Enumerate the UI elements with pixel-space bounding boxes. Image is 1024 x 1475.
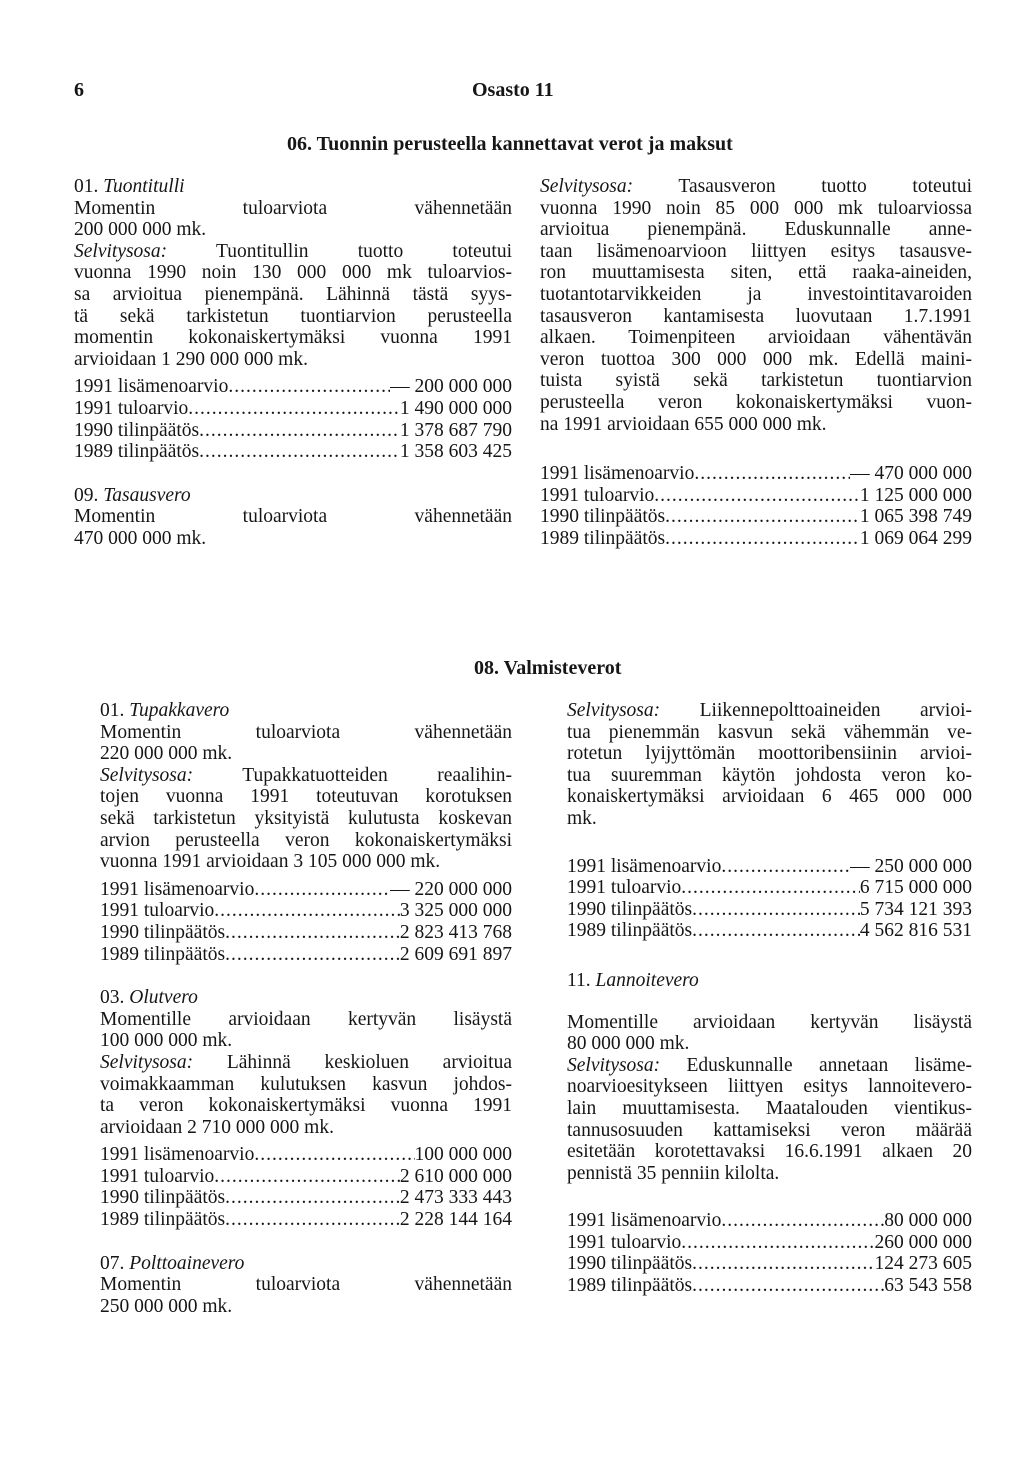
body-line: vuonna 1990 noin 85 000 000 mk tuloarviossa xyxy=(540,197,972,219)
item-heading-tasausvero: 09. Tasausvero xyxy=(74,484,191,506)
body-line: momentin kokonaiskertymäksi vuonna 1991 xyxy=(74,327,512,349)
table-row: 1990 tilinpäätös ..... 1 378 687 790 xyxy=(74,420,512,442)
body-line: konaiskertymäksi arvioidaan 6 465 000 000 xyxy=(567,786,972,808)
item-amount-tupakkavero: 220 000 000 mk. xyxy=(100,743,233,765)
table-row: 1989 tilinpäätös ..... 4 562 816 531 xyxy=(567,920,972,942)
section-08-left-column: 01. Tupakkavero Momentin tuloarviota vähennetään 220 000 000 mk. Selvitysosa: Tupakkatuotteiden reaalihin- tojen vuonna 1991 toteutuvan korotuksen sekä tarkistetun yksityistä kulutusta koskevan arvion perusteella veron kokonaiskertymäksi vuonna 1991 arvioidaan 3 105 000 000 mk. 1991 lisämenoarvio ..... — 220 000 000 1991 tuloarvio ..... 3 325 000 000 1990 tilinpäätös ..... 2 823 413 768 1989 tilinpäätös ..... 2 609 691 897 03. Olutvero Momentille arvioidaan kertyvän lisäystä 100 000 000 mk. Selvitysosa: Lähinnä keskioluen arvioitua voimakkaamman kulutuksen kasvun johdos- ta veron kokonaiskertymäksi vuonna 1991 arvioidaan 2 710 000 000 mk. 1991 lisämenoarvio ..... 100 000 000 1991 tuloarvio ..... 2 610 000 000 1990 tilinpäätös ..... 2 473 333 443 1989 tilinpäätös ..... 2 228 144 164 07. Polttoainevero Momentin tuloarviota vähennetään 250 000 000 mk. xyxy=(100,700,512,1317)
selvitysosa-label: Selvitysosa: xyxy=(567,1054,661,1076)
body-line: taan lisämenoarvioon liittyen esitys tasausve- xyxy=(540,240,972,262)
figure-table-olutvero xyxy=(100,1144,512,1230)
figure-table-polttoainevero xyxy=(567,856,972,942)
section-06-left-column: 01. Tuontitulli Momentin tuloarviota vähennetään 200 000 000 mk. Selvitysosa: Tuontitullin tuotto toteutui vuonna 1990 noin 130 000 000 mk tuloarvios- sa arvioitua pienempänä. Lähinnä tästä syys- tä sekä tarkistetun tuontiarvion perusteella momentin kokonaiskertymäksi vuonna 1991 arvioidaan 1 290 000 000 mk. 1991 lisämenoarvio ..... — 200 000 000 1991 tuloarvio ..... 1 490 000 000 1990 tilinpäätös ..... 1 378 687 790 1989 tilinpäätös ..... 1 358 603 425 09. Tasausvero Momentin tuloarviota vähennetään 470 000 000 mk. xyxy=(74,176,512,550)
body-line: pennistä 35 penniin kilolta. xyxy=(567,1162,780,1184)
table-row: 1991 tuloarvio ..... 1 125 000 000 xyxy=(540,485,972,507)
body-line: tuotantotarvikkeiden ja investointitavaroiden xyxy=(540,283,972,305)
table-row: 1991 tuloarvio ..... 1 490 000 000 xyxy=(74,398,512,420)
body-line: tua pienemmän kasvun sekä vähemmän ve- xyxy=(567,721,972,743)
body-line: tua suuremman käytön johdosta veron ko- xyxy=(567,764,972,786)
body-line: sa arvioitua pienempänä. Lähinnä tästä syys- xyxy=(74,283,512,305)
table-row: 1991 lisämenoarvio ..... 80 000 000 xyxy=(567,1210,972,1232)
body-line: mk. xyxy=(567,807,597,829)
page-header: Osasto 11 xyxy=(472,79,554,101)
item-line-tasausvero: Momentin tuloarviota vähennetään xyxy=(74,506,512,528)
item-amount-polttoainevero: 250 000 000 mk. xyxy=(100,1295,233,1317)
body-line: arvioidaan 2 710 000 000 mk. xyxy=(100,1116,334,1138)
body-line: sekä tarkistetun yksityistä kulutusta koskevan xyxy=(100,807,512,829)
table-row: 1991 tuloarvio ..... 2 610 000 000 xyxy=(100,1166,512,1188)
selvitysosa-label: Selvitysosa: xyxy=(100,1051,194,1073)
body-line: na 1991 arvioidaan 655 000 000 mk. xyxy=(540,413,827,435)
figure-table-tuontitulli xyxy=(74,376,512,462)
body-line: lain muuttamisesta. Maatalouden vientikus- xyxy=(567,1097,972,1119)
selvitysosa-label: Selvitysosa: xyxy=(567,700,661,721)
body-line: arvioidaan 1 290 000 000 mk. xyxy=(74,348,308,370)
table-row: 1990 tilinpäätös ..... 1 065 398 749 xyxy=(540,506,972,528)
item-amount-olutvero: 100 000 000 mk. xyxy=(100,1030,233,1052)
section-08-right-column: Selvitysosa: Liikennepolttoaineiden arvioi- tua pienemmän kasvun sekä vähemmän ve- rotetun lyijyttömän moottoribensiinin arvioi- tua suuremman käytön johdosta veron ko- konaiskertymäksi arvioidaan 6 465 000 000 mk. 1991 lisämenoarvio ..... — 250 000 000 1991 tuloarvio ..... 6 715 000 000 1990 tilinpäätös ..... 5 734 121 393 1989 tilinpäätös ..... 4 562 816 531 11. Lannoitevero Momentille arvioidaan kertyvän lisäystä 80 000 000 mk. Selvitysosa: Eduskunnalle annetaan lisäme- noarvioesitykseen liittyen esitys lannoitevero- lain muuttamisesta. Maatalouden vientikus- tannusosuuden kattamiseksi veron määrää esitetään korotettavaksi 16.6.1991 alkaen 20 pennistä 35 penniin kilolta. 1991 lisämenoarvio ..... 80 000 000 1991 tuloarvio ..... 260 000 000 1990 tilinpäätös ..... 124 273 605 1989 tilinpäätös ..... 63 543 558 xyxy=(567,700,972,1297)
item-amount-tuontitulli: 200 000 000 mk. xyxy=(74,219,207,241)
item-heading-olutvero: 03. Olutvero xyxy=(100,987,198,1009)
body-line: tojen vuonna 1991 toteutuvan korotuksen xyxy=(100,786,512,808)
section-06-right-column: Selvitysosa: Tasausveron tuotto toteutui vuonna 1990 noin 85 000 000 mk tuloarviossa arvioitua pienempänä. Eduskunnalle anne- taan lisämenoarvioon liittyen esitys tasausve- ron muuttamisesta siten, että raaka-aineiden, tuotantotarvikkeiden ja investointitavaroiden tasausveron kantamisesta luovutaan 1.7.1991 alkaen. Toimenpiteen arvioidaan vähentävän veron tuottoa 300 000 000 mk. Edellä maini- tuista syistä sekä tarkistetun tuontiarvion perusteella veron kokonaiskertymäksi vuon- na 1991 arvioidaan 655 000 000 mk. 1991 lisämenoarvio ..... — 470 000 000 1991 tuloarvio ..... 1 125 000 000 1990 tilinpäätös ..... 1 065 398 749 1989 tilinpäätös ..... 1 069 064 299 xyxy=(540,176,972,550)
table-row: 1989 tilinpäätös ..... 2 609 691 897 xyxy=(100,944,512,966)
body-line: tä sekä tarkistetun tuontiarvion perusteella xyxy=(74,305,512,327)
item-heading-tupakkavero: 01. Tupakkavero xyxy=(100,700,230,721)
table-row: 1989 tilinpäätös ..... 2 228 144 164 xyxy=(100,1209,512,1231)
item-line-polttoainevero: Momentin tuloarviota vähennetään xyxy=(100,1274,512,1296)
table-row: 1991 tuloarvio ..... 6 715 000 000 xyxy=(567,877,972,899)
body-line: voimakkaamman kulutuksen kasvun johdos- xyxy=(100,1073,512,1095)
body-line: noarvioesitykseen liittyen esitys lannoitevero- xyxy=(567,1076,972,1098)
body-line: arvion perusteella veron kokonaiskertymäksi xyxy=(100,829,512,851)
item-heading-lannoitevero: 11. Lannoitevero xyxy=(567,969,699,991)
item-amount-tasausvero: 470 000 000 mk. xyxy=(74,527,207,549)
table-row: 1990 tilinpäätös ..... 2 473 333 443 xyxy=(100,1187,512,1209)
table-row: 1991 tuloarvio ..... 3 325 000 000 xyxy=(100,900,512,922)
table-row: 1990 tilinpäätös ..... 2 823 413 768 xyxy=(100,922,512,944)
selvitysosa-label: Selvitysosa: xyxy=(540,176,634,197)
body-line: perusteella veron kokonaiskertymäksi vuon- xyxy=(540,391,972,413)
table-row: 1991 tuloarvio ..... 260 000 000 xyxy=(567,1232,972,1254)
body-line: tannusosuuden kattamiseksi veron määrää xyxy=(567,1119,972,1141)
figure-table-lannoitevero xyxy=(567,1210,972,1296)
item-line-tuontitulli: Momentin tuloarviota vähennetään xyxy=(74,197,512,219)
table-row: 1989 tilinpäätös ..... 63 543 558 xyxy=(567,1275,972,1297)
body-line: vuonna 1991 arvioidaan 3 105 000 000 mk. xyxy=(100,851,441,873)
table-row: 1991 lisämenoarvio ..... — 250 000 000 xyxy=(567,856,972,878)
table-row: 1989 tilinpäätös ..... 1 069 064 299 xyxy=(540,528,972,550)
selvitysosa-label: Selvitysosa: xyxy=(100,764,194,786)
body-line: alkaen. Toimenpiteen arvioidaan vähentävän xyxy=(540,327,972,349)
section-06-title: 06. Tuonnin perusteella kannettavat verot ja maksut xyxy=(287,133,733,155)
table-row: 1991 lisämenoarvio ..... 100 000 000 xyxy=(100,1144,512,1166)
item-intro-lannoitevero: Momentille arvioidaan kertyvän lisäystä xyxy=(567,1011,972,1033)
table-row: 1991 lisämenoarvio ..... — 470 000 000 xyxy=(540,463,972,485)
selvitysosa-label: Selvitysosa: xyxy=(74,240,168,262)
figure-table-tupakkavero xyxy=(100,879,512,965)
body-line: ron muuttamisesta siten, että raaka-aineiden, xyxy=(540,262,972,284)
section-08-title: 08. Valmisteverot xyxy=(474,657,622,679)
page-number: 6 xyxy=(74,79,84,101)
table-row: 1990 tilinpäätös ..... 5 734 121 393 xyxy=(567,899,972,921)
body-line: tasausveron kantamisesta luovutaan 1.7.1991 xyxy=(540,305,972,327)
table-row: 1991 lisämenoarvio ..... — 200 000 000 xyxy=(74,376,512,398)
body-line: veron tuottoa 300 000 000 mk. Edellä maini- xyxy=(540,348,972,370)
body-line: arvioitua pienempänä. Eduskunnalle anne- xyxy=(540,219,972,241)
item-intro-olutvero: Momentille arvioidaan kertyvän lisäystä xyxy=(100,1008,512,1030)
body-line: vuonna 1990 noin 130 000 000 mk tuloarvios- xyxy=(74,262,512,284)
body-line: esitetään korotettavaksi 16.6.1991 alkaen 20 xyxy=(567,1141,972,1163)
table-row: 1989 tilinpäätös ..... 1 358 603 425 xyxy=(74,441,512,463)
body-line: ta veron kokonaiskertymäksi vuonna 1991 xyxy=(100,1095,512,1117)
item-line-tupakkavero: Momentin tuloarviota vähennetään xyxy=(100,721,512,743)
item-heading-tuontitulli: 01. Tuontitulli xyxy=(74,176,185,197)
table-row: 1990 tilinpäätös ..... 124 273 605 xyxy=(567,1253,972,1275)
body-line: rotetun lyijyttömän moottoribensiinin arvioi- xyxy=(567,743,972,765)
item-heading-polttoainevero: 07. Polttoainevero xyxy=(100,1252,245,1274)
item-amount-lannoitevero: 80 000 000 mk. xyxy=(567,1033,690,1055)
figure-table-tasausvero xyxy=(540,463,972,549)
body-line: tuista syistä sekä tarkistetun tuontiarvion xyxy=(540,370,972,392)
table-row: 1991 lisämenoarvio ..... — 220 000 000 xyxy=(100,879,512,901)
